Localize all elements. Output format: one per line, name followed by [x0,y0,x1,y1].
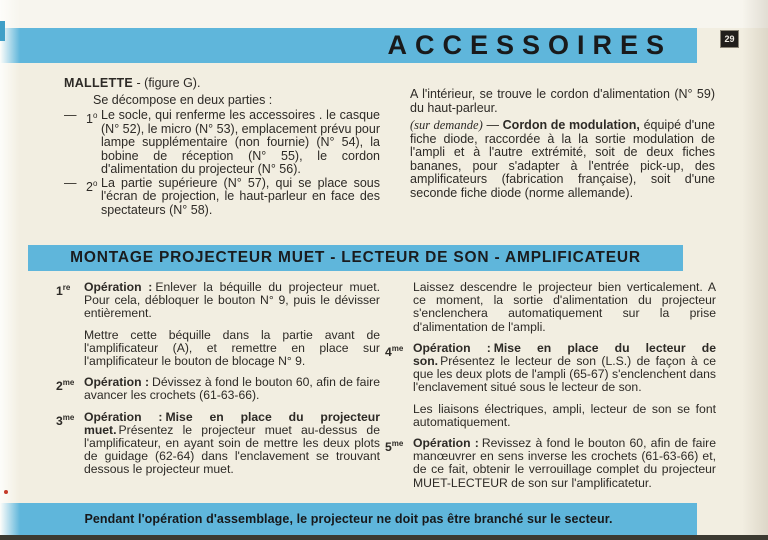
operation-3-continuation [385,281,716,334]
scan-speck [4,490,8,494]
operation-label: Opération : [84,280,153,294]
cordon-modulation-lead: Cordon de modulation, [502,118,640,132]
footer-warning-band [0,503,697,536]
operation-text: Enlever la béquille du projecteur muet. Pour cela, débloquer le bouton N° 9, puis le dévisser entièrement. [84,280,380,321]
page-number-badge: 29 [721,31,738,47]
operation-5 [385,437,716,490]
scan-right-edge [742,0,768,540]
operation-4 [385,342,716,429]
operation-body [84,376,380,402]
paragraph [84,281,380,321]
operation-text: Présentez le projecteur muet au-dessus de l'amplificateur, en ayant soin de mettre les deux plots de guidage (62-64) dans l'enclavement se trouvant dessous le projecteur muet. [84,422,380,477]
operation-number: $5^{me}$ [385,439,404,455]
operation-label: Opération : [413,436,479,451]
paragraph [410,119,715,200]
operation-label: Opération : [84,375,150,390]
mallette-heading-suffix: - (figure G). [133,76,201,90]
mallette-left-column [64,77,380,217]
list-dash: — [64,108,77,122]
mallette-right-column [410,77,715,217]
operation-body [413,342,716,429]
sur-demande-note: (sur demande) [410,118,483,132]
operation-label: Opération : [84,409,163,424]
operation-body [84,411,380,477]
page-top-margin [0,0,768,28]
paragraph: Laissez descendre le projecteur bien verticalement. A ce moment, la sortie d'alimentation du projecteur s'enclenchera automatiquement sur la prise d'alimentation de l'ampli. [413,280,716,334]
operation-number: $4^{me}$ [385,343,404,359]
list-item [64,177,380,218]
operation-body [413,437,716,490]
operation-3 [56,411,380,477]
mallette-heading: MALLETTE [64,76,134,90]
operation-bold-lead: Mise en place du projecteur muet. [84,409,380,437]
paragraph [84,376,380,402]
paragraph: Mettre cette béquille dans la partie avant de l'amplificateur (A), et remettre en place sur l'amplificateur le bouton de blocage N° 9. [84,327,380,369]
operation-body [413,281,716,334]
paragraph: A l'intérieur, se trouve le cordon d'alimentation (N° 59) du haut-parleur. [410,87,715,115]
paragraph [84,411,380,477]
paragraph [413,437,716,490]
paragraph [413,342,716,395]
operation-body [84,281,380,368]
list-item [64,109,380,177]
operation-bold-lead: Mise en place du lecteur de son. [413,340,716,369]
list-item-number: 1$^o$ [86,111,98,127]
operation-1 [56,281,380,368]
montage-section-band [28,245,683,271]
operation-number: $2^{me}$ [56,378,75,394]
list-item-number: 2$^o$ [86,178,98,194]
dash: — [482,118,503,132]
scan-left-edge [0,0,20,540]
operation-text: Dévissez à fond le bouton 60, afin de faire avancer les crochets (61-63-66). [84,375,380,403]
list-item-text: La partie supérieure (N° 57), qui se place sous l'écran de projection, le haut-parleur en face des spectateurs (N° 58). [101,175,380,217]
list-dash: — [64,175,77,190]
mallette-intro: Se décompose en deux parties : [93,92,273,107]
operation-number: 1re [56,283,71,299]
list-item-text: Le socle, qui renferme les accessoires . le casque (N° 52), le micro (N° 53), emplacement prévu pour lampe supplémentaire (non fournie) (N° 54), la bobine de réception (N° 55), le cordon d'alimentation du projecteur (N° 56). [101,108,380,176]
mallette-heading-line [64,77,380,91]
paragraph: Les liaisons électriques, ampli, lecteur de son se font automatiquement. [413,401,716,429]
page-edge-tab [0,21,5,41]
operation-text: Revissez à fond le bouton 60, afin de faire manœuvrer en sens inverse les crochets (61-63-66) et, de ce fait, obtenir le verrouillage complet du projecteur MUET-LECTEUR de son sur l'amplificatetur. [413,436,716,490]
operation-number: $3^{me}$ [56,412,75,428]
operations-left-column [56,281,380,498]
operation-label: Opération : [413,340,491,355]
scan-bottom-edge [0,535,768,540]
mallette-section [64,77,715,217]
operations-right-column [385,281,716,498]
footer-warning-text: Pendant l'opération d'assemblage, le projecteur ne doit pas être branché sur le secteur. [84,512,613,526]
header-band [0,28,697,63]
operation-text: Présentez le lecteur de son (L.S.) de façon à ce que les deux plots de l'ampli (65-67) s'enclenchent dans l'enclavement situé sous le lecteur de son. [413,354,716,395]
montage-section-title: MONTAGE PROJECTEUR MUET - LECTEUR DE SON - AMPLIFICATEUR [70,249,641,266]
page-title: ACCESSOIRES [387,30,672,60]
paragraph-text: équipé d'une fiche diode, raccordée à la la sortie modulation de l'ampli et à l'autre extrémité, soit de deux fiches bananes, pour s'adapter à l'entrée pick-up, des amplificateurs (fabrication française), soit d'une seconde fiche diode (norme allemande). [410,118,715,200]
operation-2 [56,376,380,402]
montage-section [56,281,716,498]
